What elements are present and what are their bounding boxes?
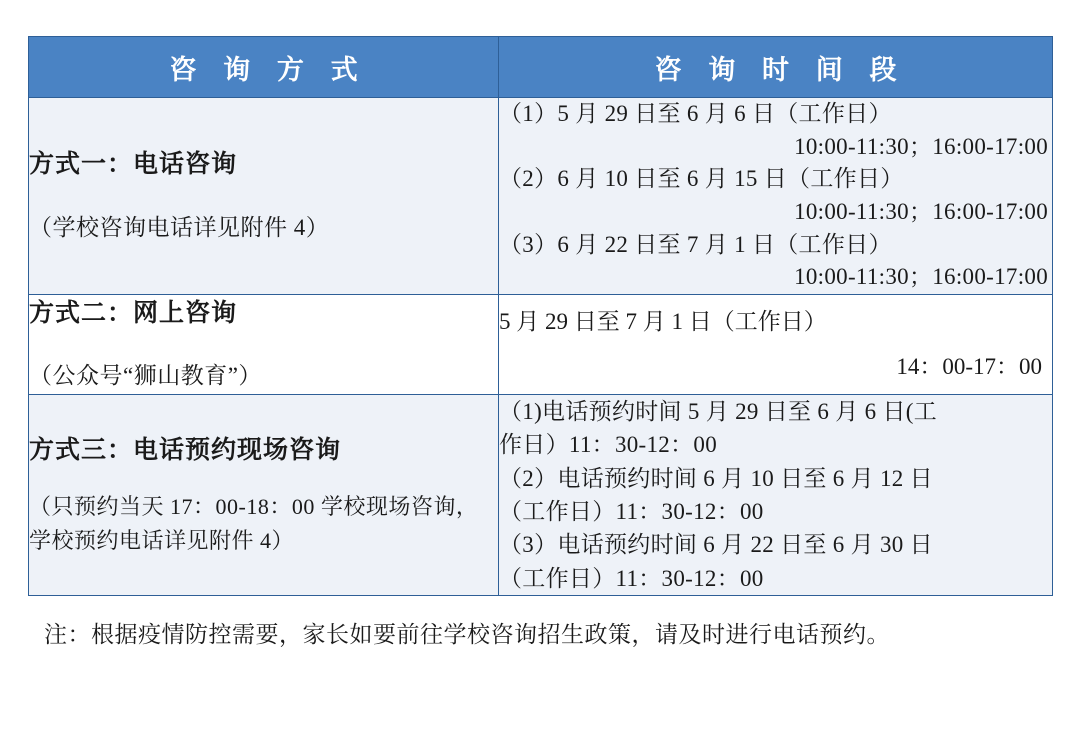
table-head xyxy=(29,37,1053,98)
time-line: 10:00-11:30；16:00-17:00 xyxy=(794,264,1048,290)
method-note-2: （公众号“狮山教育”） xyxy=(29,363,262,389)
column-header-time-label: 咨 询 时 间 段 xyxy=(654,54,907,85)
method-note-3: （只预约当天 17：00-18：00 学校现场咨询，学校预约电话详见附件 4） xyxy=(29,493,479,553)
method-cell-1 xyxy=(29,98,499,295)
time-cell-1 xyxy=(499,98,1053,295)
time-line: （1）5 月 29 日至 6 月 6 日（工作日） xyxy=(499,101,892,126)
time-line: 作日）11：30-12：00 xyxy=(499,432,718,458)
time-line: 10:00-11:30；16:00-17:00 xyxy=(794,133,1048,159)
time-line: （2）电话预约时间 6 月 10 日至 6 月 12 日 xyxy=(499,465,933,491)
time-line: （工作日）11：30-12：00 xyxy=(499,499,764,525)
method-title-2: 方式二：网上咨询 xyxy=(29,299,238,327)
method-cell-3 xyxy=(29,395,499,596)
time-cell-3 xyxy=(499,395,1053,596)
time-line: （2）6 月 10 日至 6 月 15 日（工作日） xyxy=(499,166,904,192)
column-header-method xyxy=(29,37,499,98)
column-header-time xyxy=(499,37,1053,98)
time-line: （1)电话预约时间 5 月 29 日至 6 月 6 日(工 xyxy=(499,399,938,425)
method-title-3: 方式三：电话预约现场咨询 xyxy=(29,437,342,465)
table-header-row xyxy=(29,37,1053,98)
time-line: 5 月 29 日至 7 月 1 日（工作日） xyxy=(499,309,827,334)
table-row xyxy=(29,294,1053,394)
consultation-table xyxy=(28,36,1053,596)
method-note-1: （学校咨询电话详见附件 4） xyxy=(29,214,330,240)
method-title-1: 方式一：电话咨询 xyxy=(29,151,238,179)
footnote: 注：根据疫情防控需要，家长如要前往学校咨询招生政策，请及时进行电话预约。 xyxy=(44,622,890,648)
time-line: 14：00-17：00 xyxy=(896,353,1042,379)
table-body xyxy=(29,98,1053,596)
time-line: （3）电话预约时间 6 月 22 日至 6 月 30 日 xyxy=(499,532,933,558)
method-cell-2 xyxy=(29,294,499,394)
time-cell-2 xyxy=(499,294,1053,394)
table-row xyxy=(29,395,1053,596)
table-row xyxy=(29,98,1053,295)
time-line: （工作日）11：30-12：00 xyxy=(499,565,764,591)
time-line: （3）6 月 22 日至 7 月 1 日（工作日） xyxy=(499,231,892,257)
column-header-method-label: 咨 询 方 式 xyxy=(169,54,368,85)
time-line: 10:00-11:30；16:00-17:00 xyxy=(794,198,1048,224)
